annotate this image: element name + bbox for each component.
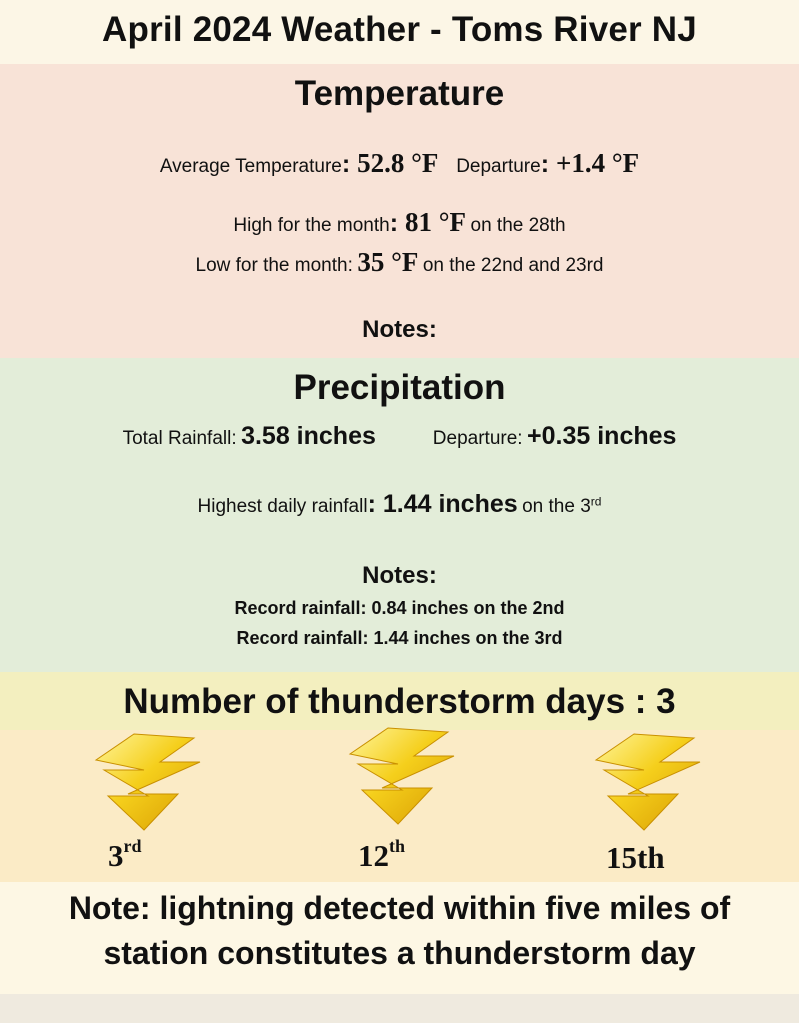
low-temp-line [0,247,799,278]
footer-note-section [0,882,799,994]
thunderstorm-day-1: 3rd [108,836,142,873]
precipitation-heading: Precipitation [293,368,506,407]
temp-departure-value: +1.4 °F [555,148,640,178]
footer-note-line-2: station constitutes a thunderstorm day [103,935,696,971]
highest-rainfall-sup: rd [590,494,602,509]
rain-departure-label: Departure: [432,428,523,449]
highest-rainfall-label: Highest daily rainfall [197,496,368,517]
thunderstorm-days-section [0,730,799,882]
avg-temp-line: Average Temperature: 52.8 °F Departure: +1.4 °F [159,148,640,178]
total-rainfall-label: Total Rainfall: [122,428,237,449]
low-temp-when: on the 22nd and 23rd [422,255,604,276]
high-temp-when: on the 28th [470,215,566,236]
thunderstorm-heading: Number of thunderstorm days : 3 [123,682,676,721]
lightning-bolt-icon [82,732,222,832]
total-rainfall-value: 3.58 inches [241,422,376,450]
thunderstorm-day-2: 12th [358,836,406,873]
lightning-bolt-icon [336,726,476,826]
temperature-section [0,64,799,358]
highest-rainfall-value: 1.44 inches [382,490,518,518]
temp-departure-label: Departure [456,156,541,177]
precip-note-1: Record rainfall: 0.84 inches on the 2nd [234,598,565,618]
footer-note [0,886,799,976]
thunderstorm-heading-band [0,672,799,730]
low-temp-value: 35 °F [357,247,419,277]
high-temp-line: High for the month: 81 °F on the 28th [233,207,566,237]
bottom-margin [0,994,799,1023]
precip-note-2: Record rainfall: 1.44 inches on the 3rd [236,628,563,648]
high-temp-value: 81 °F [405,207,467,237]
precipitation-notes-label: Notes: [362,562,437,589]
total-rainfall-line [0,422,799,451]
precipitation-section [0,358,799,672]
highest-rainfall-line: Highest daily rainfall: 1.44 inches on the 3rd [197,490,602,518]
thunderstorm-day-3: 15th [606,840,665,875]
low-temp-label: Low for the month: [195,255,353,276]
title-band [0,0,799,64]
high-temp-label: High for the month [233,215,390,236]
highest-rainfall-when: on the 3 [522,496,591,517]
rain-departure-value: +0.35 inches [527,422,677,450]
temperature-heading: Temperature [294,74,505,113]
lightning-bolt-icon [582,732,722,832]
page-title: April 2024 Weather - Toms River NJ [102,10,697,49]
footer-note-line-1: Note: lightning detected within five miles of [68,890,731,926]
temperature-notes-label: Notes: [362,316,437,343]
avg-temp-value: 52.8 °F [357,148,439,178]
avg-temp-label: Average Temperature [159,156,342,177]
